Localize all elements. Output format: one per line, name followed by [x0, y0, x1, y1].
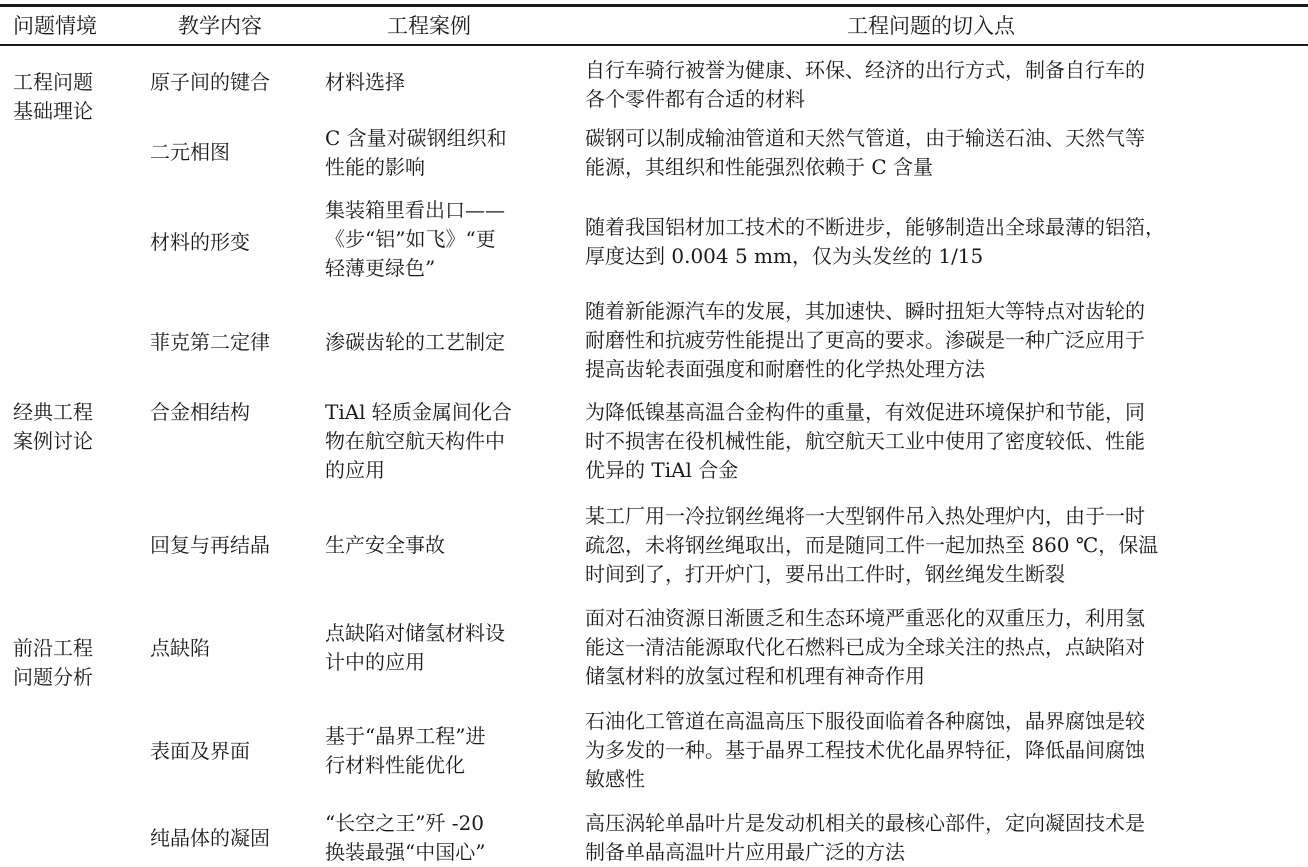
entry-point-line: 为降低镍基高温合金构件的重量，有效促进环境保护和节能，同	[585, 400, 1145, 424]
situation-line: 案例讨论	[13, 429, 93, 453]
entry-point-cell	[585, 124, 1145, 182]
content-cell	[150, 824, 270, 853]
content-cell	[150, 138, 230, 167]
case-line: 点缺陷对储氢材料设	[325, 621, 505, 645]
case-line: “长空之王”歼 -20	[325, 811, 485, 835]
entry-point-line: 碳钢可以制成输油管道和天然气管道，由于输送石油、天然气等	[585, 126, 1145, 150]
situation-line: 工程问题	[13, 70, 93, 94]
content-cell	[150, 634, 210, 663]
entry-point-line: 优异的 TiAl 合金	[585, 458, 739, 482]
entry-point-line: 时间到了，打开炉门，要吊出工件时，钢丝绳发生断裂	[585, 562, 1065, 586]
entry-point-line: 能这一清洁能源取代化石燃料已成为全球关注的热点，点缺陷对	[585, 635, 1145, 659]
entry-point-cell	[585, 56, 1145, 114]
entry-point-line: 敏感性	[585, 767, 645, 791]
entry-point-line: 高压涡轮单晶叶片是发动机相关的最核心部件，定向凝固技术是	[585, 811, 1145, 835]
header-case: 工程案例	[387, 14, 471, 38]
situation-cell	[13, 634, 93, 692]
content-line: 点缺陷	[150, 636, 210, 660]
entry-point-line: 各个零件都有合适的材料	[585, 87, 805, 111]
header-entry-point: 工程问题的切入点	[847, 14, 1015, 38]
content-line: 纯晶体的凝固	[150, 826, 270, 850]
content-cell	[150, 328, 270, 357]
entry-point-cell	[585, 809, 1145, 867]
entry-point-line: 某工厂用一冷拉钢丝绳将一大型钢件吊入热处理炉内，由于一时	[585, 504, 1145, 528]
case-cell	[325, 722, 485, 780]
entry-point-cell	[585, 502, 1158, 589]
content-line: 合金相结构	[150, 400, 250, 424]
situation-cell	[13, 398, 93, 456]
entry-point-line: 储氢材料的放氢过程和机理有神奇作用	[585, 664, 925, 688]
case-line: 的应用	[325, 458, 385, 482]
case-cell	[325, 328, 505, 357]
case-line: 渗碳齿轮的工艺制定	[325, 330, 505, 354]
case-line: TiAl 轻质金属间化合	[325, 400, 512, 424]
situation-line: 前沿工程	[13, 636, 93, 660]
case-line: C 含量对碳钢组织和	[325, 126, 507, 150]
content-cell	[150, 68, 270, 97]
header-content: 教学内容	[178, 14, 262, 38]
entry-point-line: 石油化工管道在高温高压下服役面临着各种腐蚀，晶界腐蚀是较	[585, 709, 1145, 733]
case-line: 物在航空航天构件中	[325, 429, 505, 453]
case-line: 《步“铝”如飞》“更	[325, 227, 496, 251]
entry-point-line: 随着我国铝材加工技术的不断进步，能够制造出全球最薄的铝箔，	[585, 215, 1165, 239]
situation-line: 基础理论	[13, 99, 93, 123]
entry-point-line: 厚度达到 0.004 5 mm，仅为头发丝的 1/15	[585, 244, 984, 268]
content-cell	[150, 398, 250, 427]
situation-cell	[13, 68, 93, 126]
content-line: 二元相图	[150, 140, 230, 164]
case-cell	[325, 531, 445, 560]
entry-point-line: 自行车骑行被誉为健康、环保、经济的出行方式，制备自行车的	[585, 58, 1145, 82]
entry-point-cell	[585, 398, 1145, 485]
case-cell	[325, 68, 405, 97]
content-line: 表面及界面	[150, 739, 250, 763]
content-line: 菲克第二定律	[150, 330, 270, 354]
case-cell	[325, 619, 505, 677]
entry-point-cell	[585, 707, 1145, 794]
entry-point-line: 能源，其组织和性能强烈依赖于 C 含量	[585, 155, 934, 179]
content-cell	[150, 531, 270, 560]
case-line: 计中的应用	[325, 650, 425, 674]
case-cell	[325, 809, 485, 867]
case-line: 换装最强“中国心”	[325, 840, 486, 864]
table-header-rule	[0, 44, 1308, 46]
case-line: 性能的影响	[325, 155, 425, 179]
case-cell	[325, 196, 505, 283]
entry-point-cell	[585, 604, 1145, 691]
situation-line: 问题分析	[13, 665, 93, 689]
case-line: 生产安全事故	[325, 533, 445, 557]
entry-point-line: 随着新能源汽车的发展，其加速快、瞬时扭矩大等特点对齿轮的	[585, 299, 1145, 323]
content-cell	[150, 737, 250, 766]
case-line: 行材料性能优化	[325, 753, 465, 777]
entry-point-cell	[585, 213, 1165, 271]
case-line: 集装箱里看出口——	[325, 198, 505, 222]
entry-point-line: 制备单晶高温叶片应用最广泛的方法	[585, 840, 905, 864]
case-line: 材料选择	[325, 70, 405, 94]
case-cell	[325, 398, 512, 485]
entry-point-line: 面对石油资源日渐匮乏和生态环境严重恶化的双重压力，利用氢	[585, 606, 1145, 630]
content-line: 材料的形变	[150, 230, 250, 254]
entry-point-line: 提高齿轮表面强度和耐磨性的化学热处理方法	[585, 357, 985, 381]
case-line: 轻薄更绿色”	[325, 256, 436, 280]
header-situation: 问题情境	[13, 14, 97, 38]
situation-line: 经典工程	[13, 400, 93, 424]
entry-point-line: 时不损害在役机械性能，航空航天工业中使用了密度较低、性能	[585, 429, 1145, 453]
entry-point-line: 为多发的一种。基于晶界工程技术优化晶界特征，降低晶间腐蚀	[585, 738, 1145, 762]
entry-point-line: 疏忽，未将钢丝绳取出，而是随同工件一起加热至 860 ℃，保温	[585, 533, 1159, 557]
case-cell	[325, 124, 507, 182]
entry-point-line: 耐磨性和抗疲劳性能提出了更高的要求。渗碳是一种广泛应用于	[585, 328, 1145, 352]
table-top-rule	[0, 4, 1308, 7]
entry-point-cell	[585, 297, 1145, 384]
case-line: 基于“晶界工程”进	[325, 724, 486, 748]
content-line: 原子间的键合	[150, 70, 270, 94]
content-cell	[150, 228, 250, 257]
content-line: 回复与再结晶	[150, 533, 270, 557]
